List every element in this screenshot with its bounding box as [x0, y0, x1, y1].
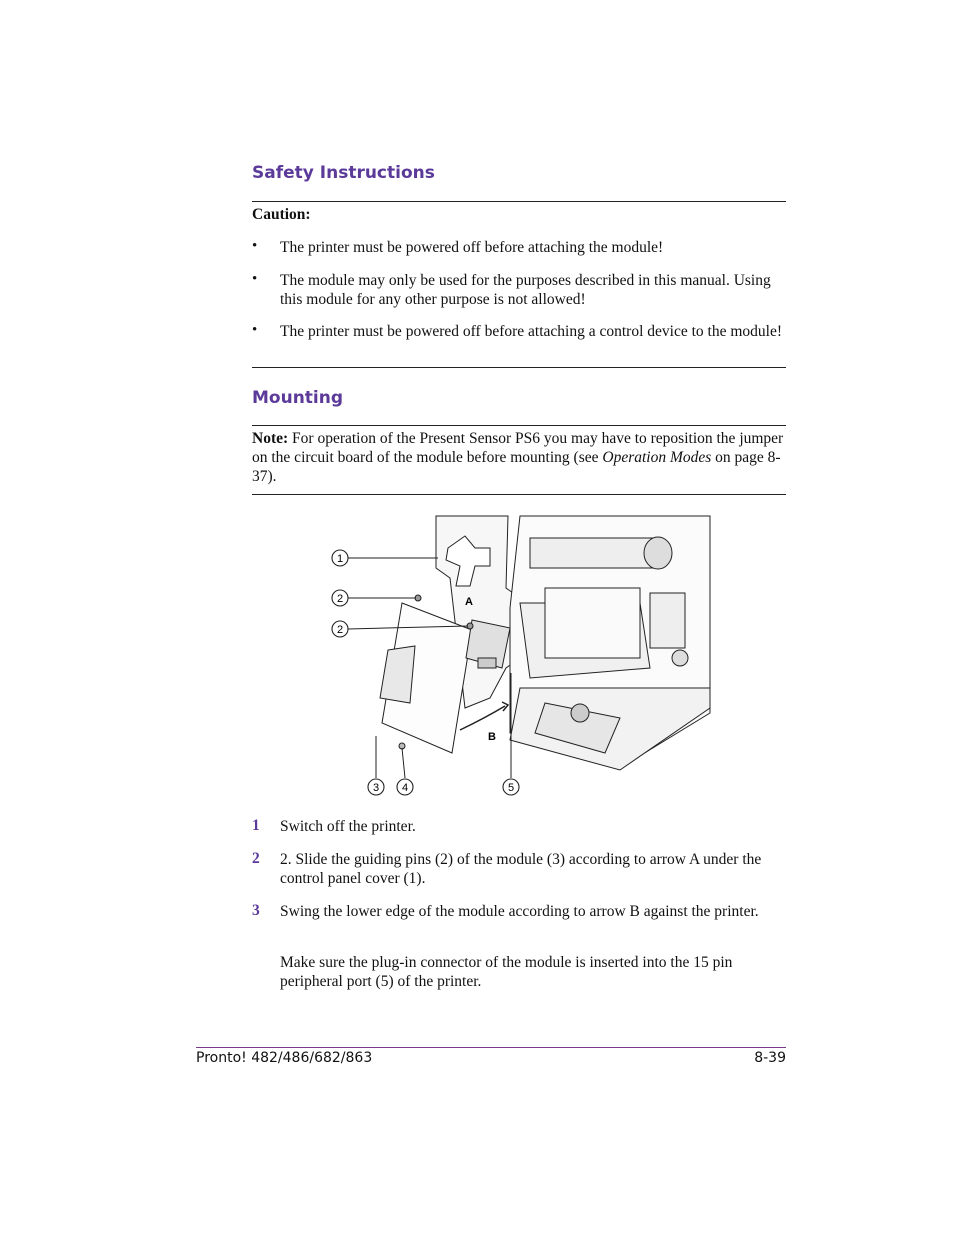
step-number: 3: [252, 902, 260, 919]
note-text: For operation of the Present Sensor PS6 you may have to reposition the jumper on the circuit board of the module before mounting (see: [252, 430, 784, 466]
divider: [252, 367, 786, 368]
caution-label: Caution:: [252, 206, 311, 223]
svg-text:3: 3: [372, 782, 380, 794]
svg-text:5: 5: [507, 782, 515, 794]
caution-bullet: The printer must be powered off before attaching the module!: [280, 239, 664, 256]
step-text: 2. Slide the guiding pins (2) of the module (3) according to arrow A under the control panel cover (1).: [280, 851, 762, 887]
safety-heading: Safety Instructions: [252, 163, 435, 183]
step-note: Make sure the plug-in connector of the module is inserted into the 15 pin peripheral port (5) of the printer.: [280, 954, 733, 990]
step-text: Swing the lower edge of the module according to arrow B against the printer.: [280, 903, 759, 920]
callout-1: [332, 550, 348, 566]
bullet-icon: •: [252, 271, 258, 287]
arrow-a-label: A: [465, 596, 473, 608]
svg-text:2: 2: [336, 624, 344, 636]
note-text-end: on page 8-37).: [252, 449, 781, 485]
callout-2b: [332, 621, 348, 637]
mounting-heading: Mounting: [252, 388, 344, 408]
callout-4: [397, 779, 413, 795]
step-number: 1: [252, 817, 260, 834]
divider: [252, 201, 786, 202]
svg-text:2: 2: [336, 593, 344, 605]
svg-text:4: 4: [401, 782, 409, 794]
callout-3: [368, 779, 384, 795]
arrow-b-label: B: [488, 731, 496, 743]
note-link-text: Operation Modes: [602, 449, 712, 466]
step-number: 2: [252, 850, 260, 867]
mounting-illustration: [320, 508, 720, 803]
bullet-icon: •: [252, 322, 258, 338]
note-label: Note:: [252, 430, 289, 447]
callout-5: [503, 779, 519, 795]
svg-text:1: 1: [336, 553, 344, 565]
footer-rule: [196, 1047, 786, 1048]
page-number: 8-39: [754, 1050, 786, 1066]
divider: [252, 494, 786, 495]
divider: [252, 425, 786, 426]
callout-2a: [332, 590, 348, 606]
mounting-note: [252, 429, 786, 486]
caution-bullet: The module may only be used for the purposes described in this manual. Using this module for any other purpose is not allowed!: [280, 272, 771, 308]
footer-title: Pronto! 482/486/682/863: [196, 1050, 373, 1066]
bullet-icon: •: [252, 238, 258, 254]
step-text: Switch off the printer.: [280, 818, 416, 835]
caution-bullet: The printer must be powered off before attaching a control device to the module!: [280, 323, 782, 340]
